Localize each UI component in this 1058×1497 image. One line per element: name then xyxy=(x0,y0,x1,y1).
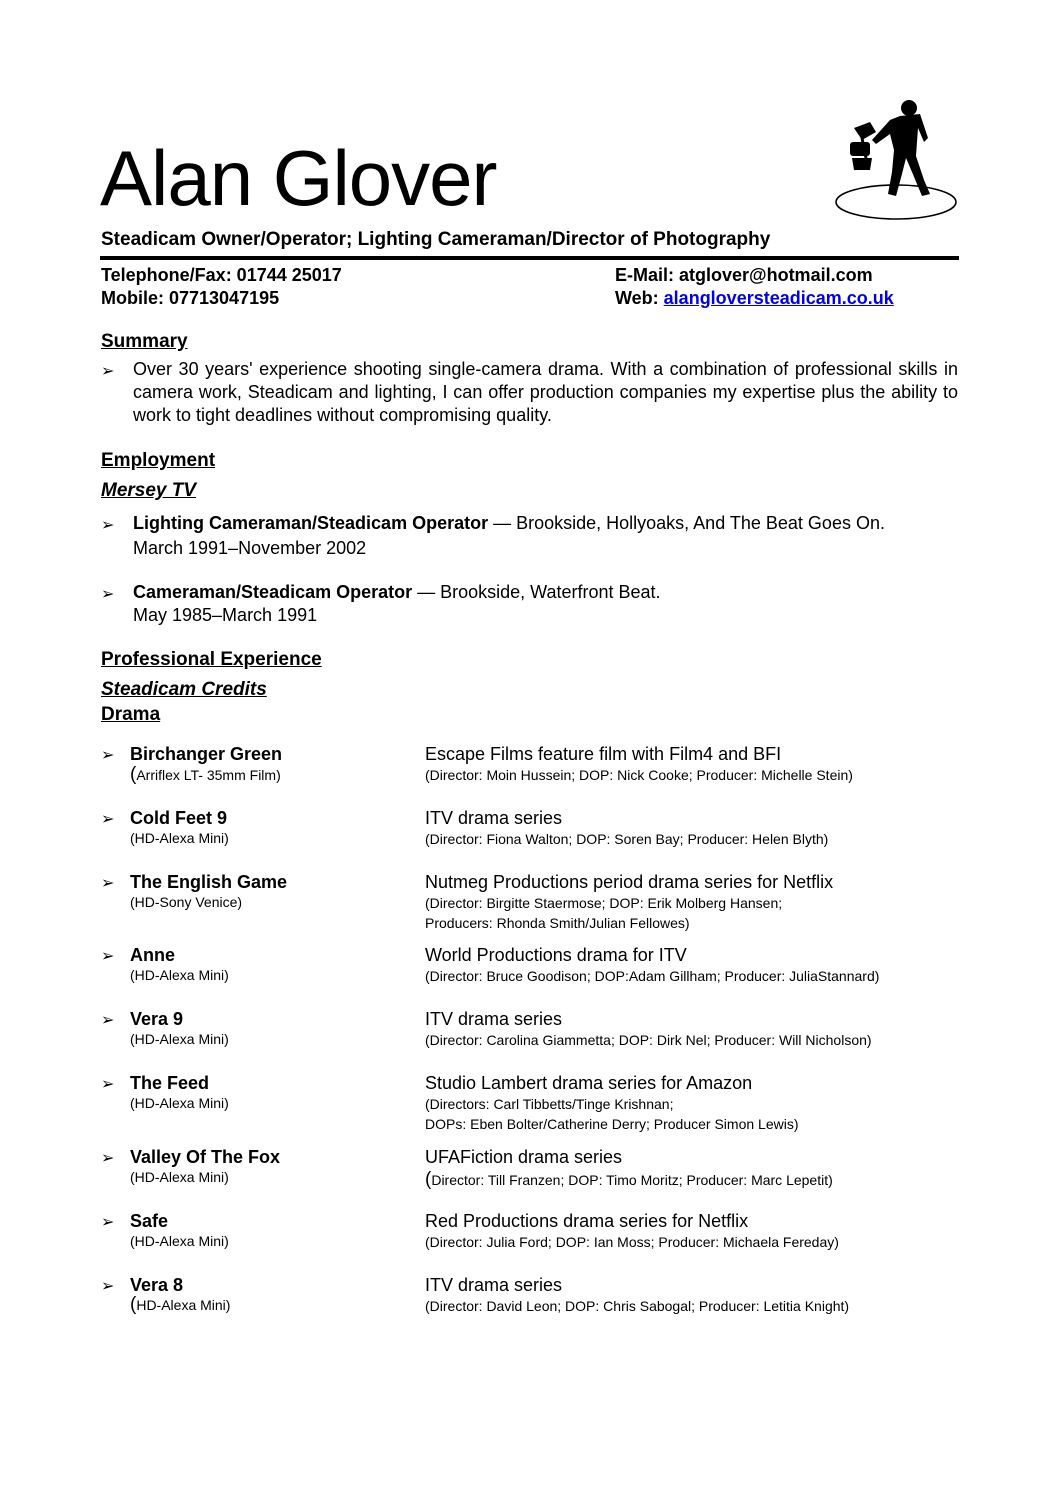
job-dates: March 1991–November 2002 xyxy=(133,538,367,558)
credit-people: (Directors: Carl Tibbetts/Tinge Krishnan; xyxy=(425,1096,674,1112)
credit-title: The Feed xyxy=(130,1073,210,1093)
bullet-arrow-icon: ➢ xyxy=(101,586,115,603)
experience-heading: Professional Experience xyxy=(101,649,322,670)
credit-description: UFAFiction drama series xyxy=(425,1147,623,1167)
credit-description: ITV drama series xyxy=(425,808,563,828)
credit-title: Vera 8 xyxy=(130,1275,184,1295)
credit-people: (Director: Julia Ford; DOP: Ian Moss; Producer: Michaela Fereday) xyxy=(425,1234,839,1250)
mobile-line: Mobile: 07713047195 xyxy=(101,288,280,308)
credit-title: Valley Of The Fox xyxy=(130,1147,281,1167)
bullet-arrow-icon: ➢ xyxy=(101,875,115,892)
credit-format: (HD-Alexa Mini) xyxy=(130,1031,229,1047)
website-link[interactable]: alangloversteadicam.co.uk xyxy=(663,288,894,308)
credit-title: Vera 9 xyxy=(130,1009,184,1029)
header-divider xyxy=(100,256,959,260)
credit-people: (Director: Carolina Giammetta; DOP: Dirk Nel; Producer: Will Nicholson) xyxy=(425,1032,872,1048)
bullet-arrow-icon: ➢ xyxy=(101,747,115,764)
credit-format: (HD-Sony Venice) xyxy=(130,894,243,910)
credit-people: Producers: Rhonda Smith/Julian Fellowes) xyxy=(425,915,690,931)
bullet-arrow-icon: ➢ xyxy=(101,811,115,828)
credit-title: Safe xyxy=(130,1211,169,1231)
bullet-arrow-icon: ➢ xyxy=(101,363,115,380)
credit-description: World Productions drama for ITV xyxy=(425,945,687,965)
credit-people: (Director: Birgitte Staermose; DOP: Erik Molberg Hansen; xyxy=(425,895,783,911)
credit-title: Anne xyxy=(130,945,175,965)
credit-format: (Arriflex LT- 35mm Film) xyxy=(130,764,281,785)
job-entry xyxy=(133,581,661,604)
web-label: Web: xyxy=(615,288,664,308)
credit-people: (Director: Bruce Goodison; DOP:Adam Gillham; Producer: JuliaStannard) xyxy=(425,968,880,984)
candidate-name: Alan Glover xyxy=(100,134,497,222)
credits-subheading: Steadicam Credits xyxy=(101,679,267,700)
credit-people: (Director: Fiona Walton; DOP: Soren Bay; Producer: Helen Blyth) xyxy=(425,831,829,847)
drama-category: Drama xyxy=(101,704,161,725)
credit-title: The English Game xyxy=(130,872,288,892)
job-role: Cameraman/Steadicam Operator xyxy=(133,582,413,602)
job-entry xyxy=(133,512,885,535)
bullet-arrow-icon: ➢ xyxy=(101,948,115,965)
credit-description: ITV drama series xyxy=(425,1009,563,1029)
telephone-line: Telephone/Fax: 01744 25017 xyxy=(101,265,342,285)
credit-description: ITV drama series xyxy=(425,1275,563,1295)
job-dates: May 1985–March 1991 xyxy=(133,605,318,625)
summary-text: Over 30 years' experience shooting single-camera drama. With a combination of professional skills in camera work, Steadicam and lighting, I can offer production companies my expertise plus the ability to work to tight deadlines without compromising quality. xyxy=(133,359,958,425)
credit-format: (HD-Alexa Mini) xyxy=(130,1095,229,1111)
credit-description: Nutmeg Productions period drama series for Netflix xyxy=(425,872,834,892)
credit-description: Red Productions drama series for Netflix xyxy=(425,1211,749,1231)
bullet-arrow-icon: ➢ xyxy=(101,1012,115,1029)
employment-heading: Employment xyxy=(101,450,216,471)
bullet-arrow-icon: ➢ xyxy=(101,1214,115,1231)
credit-format: (HD-Alexa Mini) xyxy=(130,1294,231,1315)
credit-title: Birchanger Green xyxy=(130,744,283,764)
job-details: — Brookside, Waterfront Beat. xyxy=(412,582,661,602)
professional-title: Steadicam Owner/Operator; Lighting Cameraman/Director of Photography xyxy=(101,229,771,250)
credit-format: (HD-Alexa Mini) xyxy=(130,1169,229,1185)
bullet-arrow-icon: ➢ xyxy=(101,1278,115,1295)
credit-description: Studio Lambert drama series for Amazon xyxy=(425,1073,753,1093)
job-details: — Brookside, Hollyoaks, And The Beat Goes On. xyxy=(488,513,885,533)
employer-name: Mersey TV xyxy=(101,480,197,501)
credit-people: (Director: Till Franzen; DOP: Timo Moritz; Producer: Marc Lepetit) xyxy=(425,1169,833,1190)
web-line xyxy=(615,287,894,310)
email-line: E-Mail: atglover@hotmail.com xyxy=(615,265,873,285)
credit-people: (Director: Moin Hussein; DOP: Nick Cooke; Producer: Michelle Stein) xyxy=(425,767,853,783)
summary-heading: Summary xyxy=(101,331,188,352)
credit-format: (HD-Alexa Mini) xyxy=(130,1233,229,1249)
steadicam-operator-silhouette-icon xyxy=(832,98,960,224)
bullet-arrow-icon: ➢ xyxy=(101,1150,115,1167)
bullet-arrow-icon: ➢ xyxy=(101,517,115,534)
credit-people: (Director: David Leon; DOP: Chris Sabogal; Producer: Letitia Knight) xyxy=(425,1298,850,1314)
bullet-arrow-icon: ➢ xyxy=(101,1076,115,1093)
credit-title: Cold Feet 9 xyxy=(130,808,228,828)
credit-format: (HD-Alexa Mini) xyxy=(130,967,229,983)
credit-people: DOPs: Eben Bolter/Catherine Derry; Producer Simon Lewis) xyxy=(425,1116,799,1132)
job-role: Lighting Cameraman/Steadicam Operator xyxy=(133,513,489,533)
credit-format: (HD-Alexa Mini) xyxy=(130,830,229,846)
credit-description: Escape Films feature film with Film4 and BFI xyxy=(425,744,782,764)
